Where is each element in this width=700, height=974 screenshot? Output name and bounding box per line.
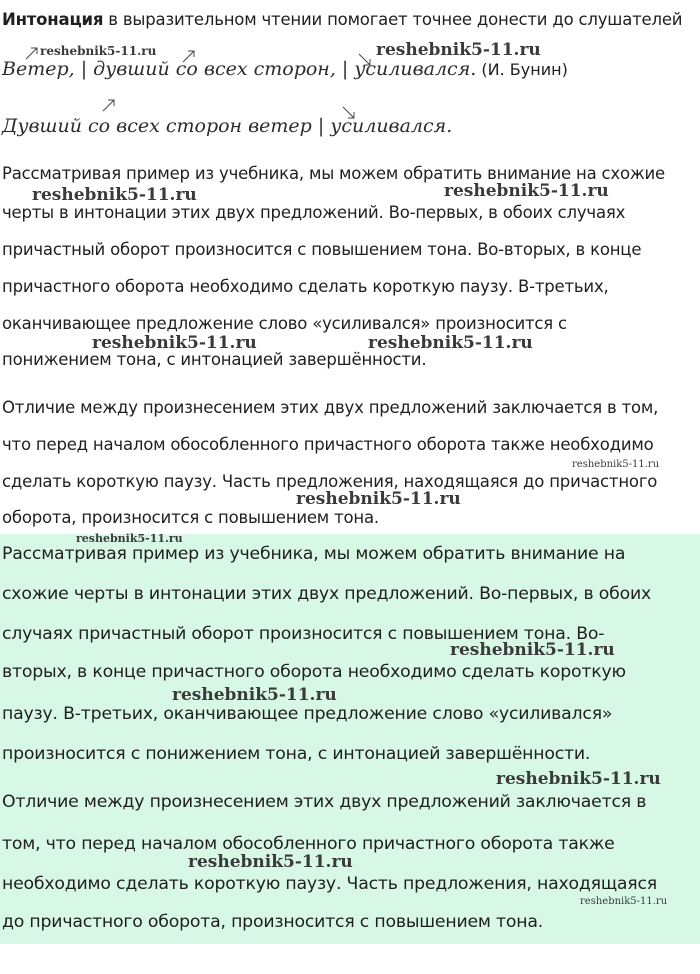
watermark: reshebnik5-11.ru	[32, 185, 197, 205]
paragraph2-line: что перед началом обособленного причастного оборота также необходимо	[2, 435, 654, 454]
highlighted-line: необходимо сделать короткую паузу. Часть предложения, находящаяся	[2, 874, 658, 894]
paragraph1-line: Рассматривая пример из учебника, мы можем обратить внимание на схожие	[2, 164, 665, 183]
watermark: reshebnik5-11.ru	[188, 852, 353, 872]
highlighted-line: Рассматривая пример из учебника, мы можем обратить внимание на	[2, 544, 626, 564]
highlighted-line: схожие черты в интонации этих двух предложений. Во-первых, в обоих	[2, 584, 652, 604]
intro-line	[2, 10, 682, 29]
intro-text: в выразительном чтении помогает точнее донести до слушателей	[103, 10, 683, 29]
rising-arrow-icon	[102, 98, 116, 112]
watermark: reshebnik5-11.ru	[76, 532, 183, 545]
highlighted-line: паузу. В-третьих, оканчивающее предложение слово «усиливался»	[2, 704, 613, 724]
watermark: reshebnik5-11.ru	[40, 44, 157, 58]
paragraph1-line: понижением тона, с интонацией завершённости.	[2, 350, 427, 369]
highlighted-line: том, что перед началом обособленного причастного оборота также	[2, 834, 615, 854]
example-2-text: Дувший со всех сторон ветер | усиливался.	[2, 115, 453, 137]
watermark: reshebnik5-11.ru	[376, 40, 541, 60]
watermark: reshebnik5-11.ru	[296, 489, 461, 509]
example-sentence-1	[2, 58, 568, 80]
example-1-text: Ветер, | дувший со всех сторон, | усиливался.	[2, 58, 477, 80]
paragraph2-line: оборота, произносится с повышением тона.	[2, 508, 379, 527]
intro-term: Интонация	[2, 10, 104, 29]
highlighted-answer-block	[0, 534, 700, 944]
highlighted-line: Отличие между произнесением этих двух предложений заключается в	[2, 792, 647, 812]
watermark: reshebnik5-11.ru	[580, 896, 668, 907]
example-sentence-2	[2, 115, 452, 137]
highlighted-line: вторых, в конце причастного оборота необходимо сделать короткую	[2, 662, 626, 682]
watermark: reshebnik5-11.ru	[572, 459, 660, 470]
example-1-source: (И. Бунин)	[481, 60, 568, 79]
paragraph2-line: сделать короткую паузу. Часть предложения, находящаяся до причастного	[2, 472, 658, 491]
paragraph1-line: причастного оборота необходимо сделать короткую паузу. В-третьих,	[2, 277, 609, 296]
watermark: reshebnik5-11.ru	[368, 333, 533, 353]
watermark: reshebnik5-11.ru	[92, 333, 257, 353]
highlighted-line: случаях причастный оборот произносится с повышением тона. Во-	[2, 624, 605, 644]
watermark: reshebnik5-11.ru	[496, 769, 661, 789]
watermark: reshebnik5-11.ru	[172, 685, 337, 705]
paragraph1-line: черты в интонации этих двух предложений. Во-первых, в обоих случаях	[2, 203, 626, 222]
paragraph1-line: оканчивающее предложение слово «усиливался» произносится с	[2, 314, 567, 333]
watermark: reshebnik5-11.ru	[444, 181, 609, 201]
paragraph1-line: причастный оборот произносится с повышением тона. Во-вторых, в конце	[2, 240, 642, 259]
watermark: reshebnik5-11.ru	[450, 640, 615, 660]
highlighted-line: произносится с понижением тона, с интонацией завершённости.	[2, 744, 591, 764]
paragraph2-line: Отличие между произнесением этих двух предложений заключается в том,	[2, 398, 659, 417]
highlighted-line: до причастного оборота, произносится с повышением тона.	[2, 912, 544, 932]
